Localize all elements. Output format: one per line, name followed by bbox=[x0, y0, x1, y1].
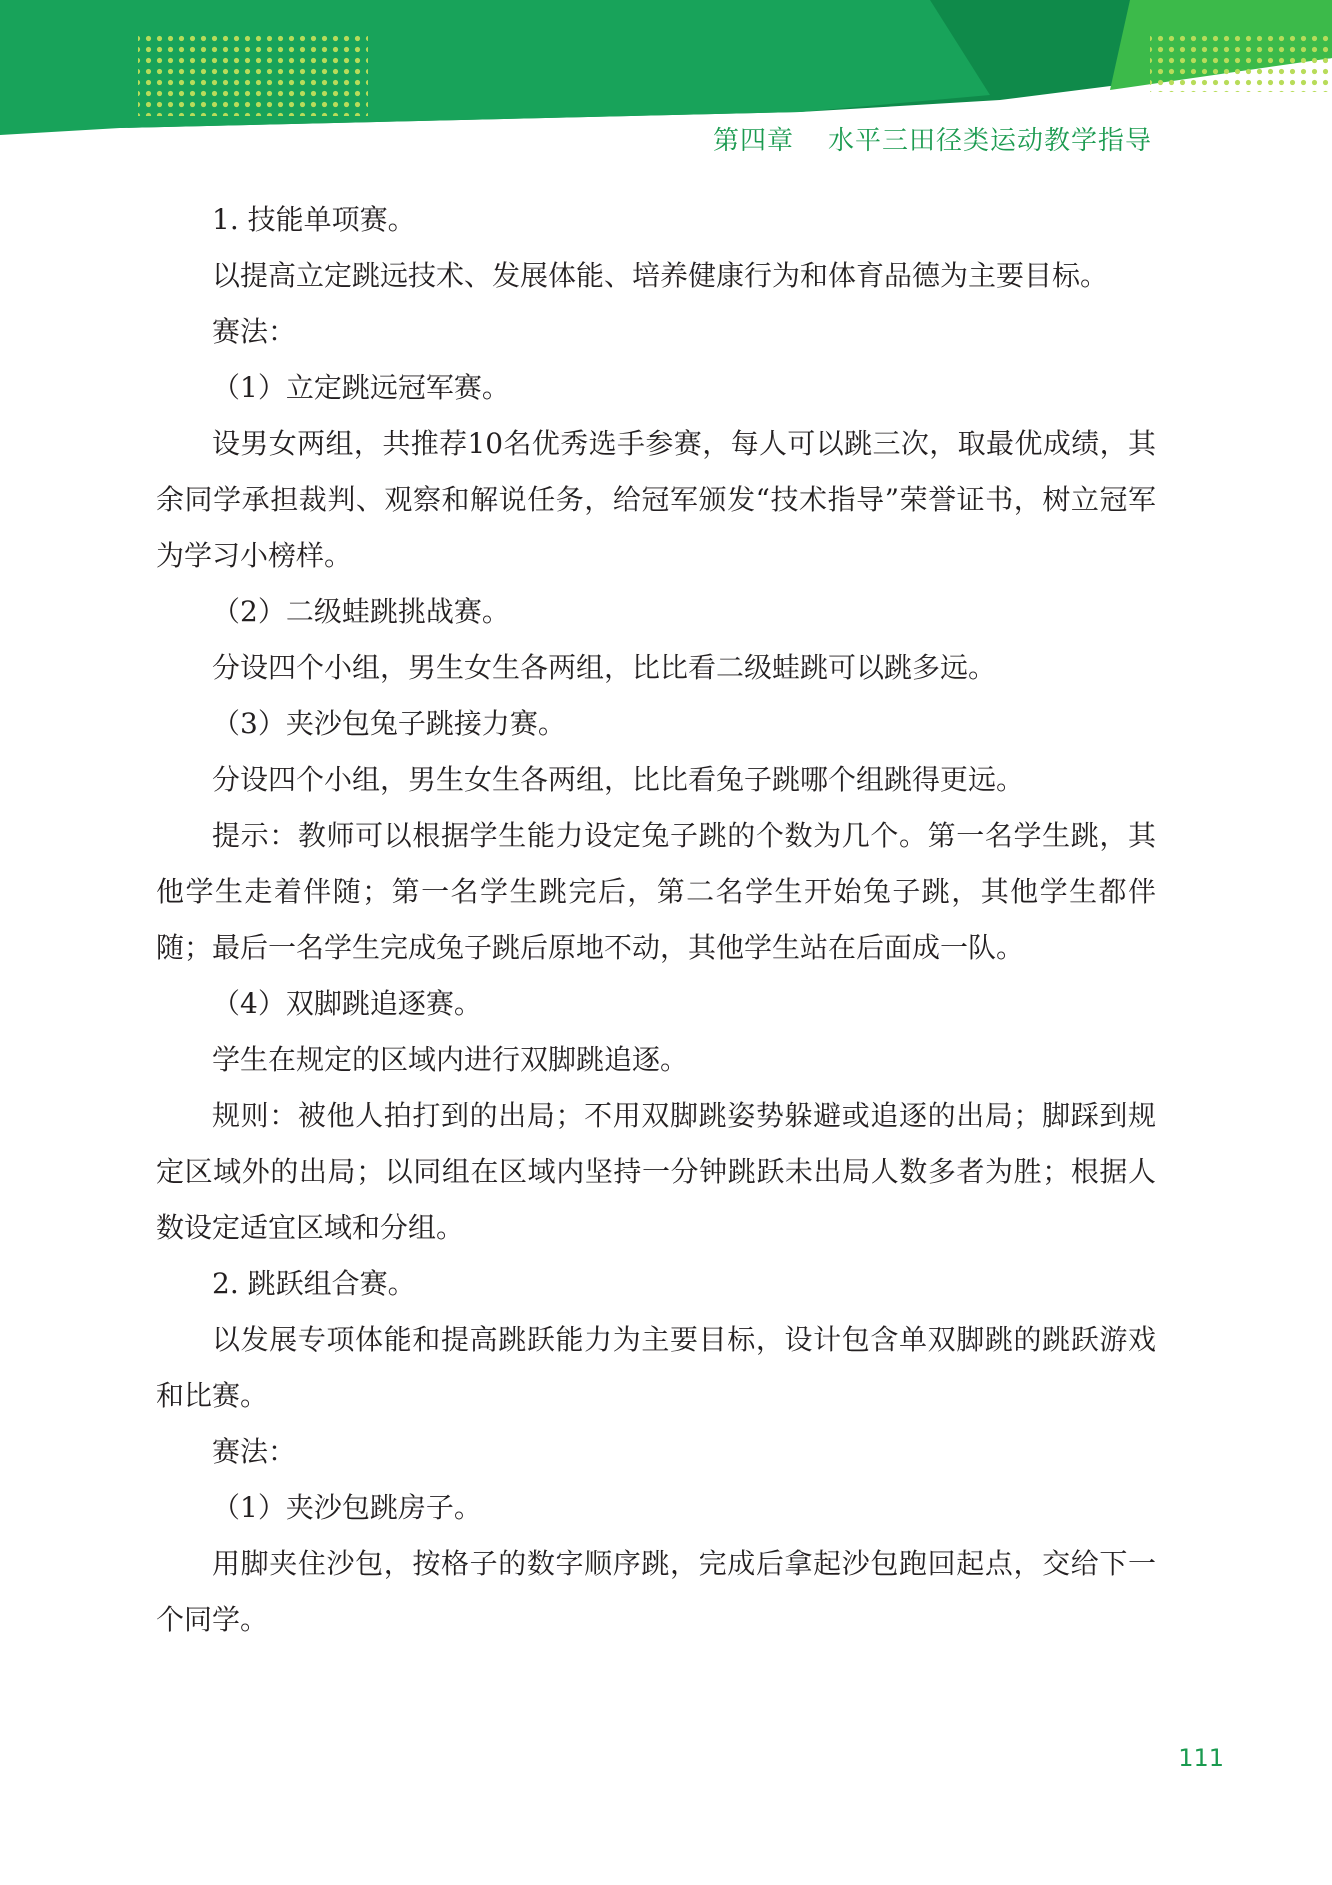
paragraph: 提示：教师可以根据学生能力设定兔子跳的个数为几个。第一名学生跳，其他学生走着伴随；第一名学生跳完后，第二名学生开始兔子跳，其他学生都伴随；最后一名学生完成兔子跳后原地不动，其他学生站在后面成一队。 bbox=[156, 819, 1156, 964]
paragraph: 分设四个小组，男生女生各两组，比比看二级蛙跳可以跳多远。 bbox=[212, 651, 997, 684]
paragraph: （1）夹沙包跳房子。 bbox=[212, 1491, 482, 1524]
chapter-number: 第四章 bbox=[712, 126, 794, 156]
paragraph: 用脚夹住沙包，按格子的数字顺序跳，完成后拿起沙包跑回起点，交给下一个同学。 bbox=[156, 1547, 1156, 1636]
header-dot-pattern-left bbox=[138, 32, 368, 116]
paragraph: 学生在规定的区域内进行双脚跳追逐。 bbox=[212, 1043, 689, 1076]
paragraph: 规则：被他人拍打到的出局；不用双脚跳姿势躲避或追逐的出局；脚踩到规定区域外的出局；以同组在区域内坚持一分钟跳跃未出局人数多者为胜；根据人数设定适宜区域和分组。 bbox=[156, 1099, 1156, 1244]
paragraph: 1. 技能单项赛。 bbox=[212, 203, 416, 236]
paragraph: （3）夹沙包兔子跳接力赛。 bbox=[212, 707, 566, 740]
paragraph: 2. 跳跃组合赛。 bbox=[212, 1267, 416, 1300]
page-number: 111 bbox=[1178, 1744, 1224, 1772]
paragraph: （1）立定跳远冠军赛。 bbox=[212, 371, 510, 404]
body-text bbox=[156, 192, 1156, 1648]
paragraph: 分设四个小组，男生女生各两组，比比看兔子跳哪个组跳得更远。 bbox=[212, 763, 1025, 796]
chapter-title bbox=[713, 120, 1152, 157]
paragraph: 赛法： bbox=[212, 1435, 297, 1468]
header-decoration bbox=[0, 0, 1332, 140]
chapter-name: 水平三田径类运动教学指导 bbox=[827, 126, 1152, 156]
paragraph: （2）二级蛙跳挑战赛。 bbox=[212, 595, 510, 628]
paragraph: 设男女两组，共推荐10名优秀选手参赛，每人可以跳三次，取最优成绩，其余同学承担裁判、观察和解说任务，给冠军颁发“技术指导”荣誉证书，树立冠军为学习小榜样。 bbox=[156, 427, 1156, 572]
paragraph: 以发展专项体能和提高跳跃能力为主要目标，设计包含单双脚跳的跳跃游戏和比赛。 bbox=[156, 1323, 1156, 1412]
paragraph: （4）双脚跳追逐赛。 bbox=[212, 987, 482, 1020]
paragraph: 以提高立定跳远技术、发展体能、培养健康行为和体育品德为主要目标。 bbox=[212, 259, 1109, 292]
header-dot-pattern-right bbox=[1150, 32, 1332, 92]
paragraph: 赛法： bbox=[212, 315, 297, 348]
